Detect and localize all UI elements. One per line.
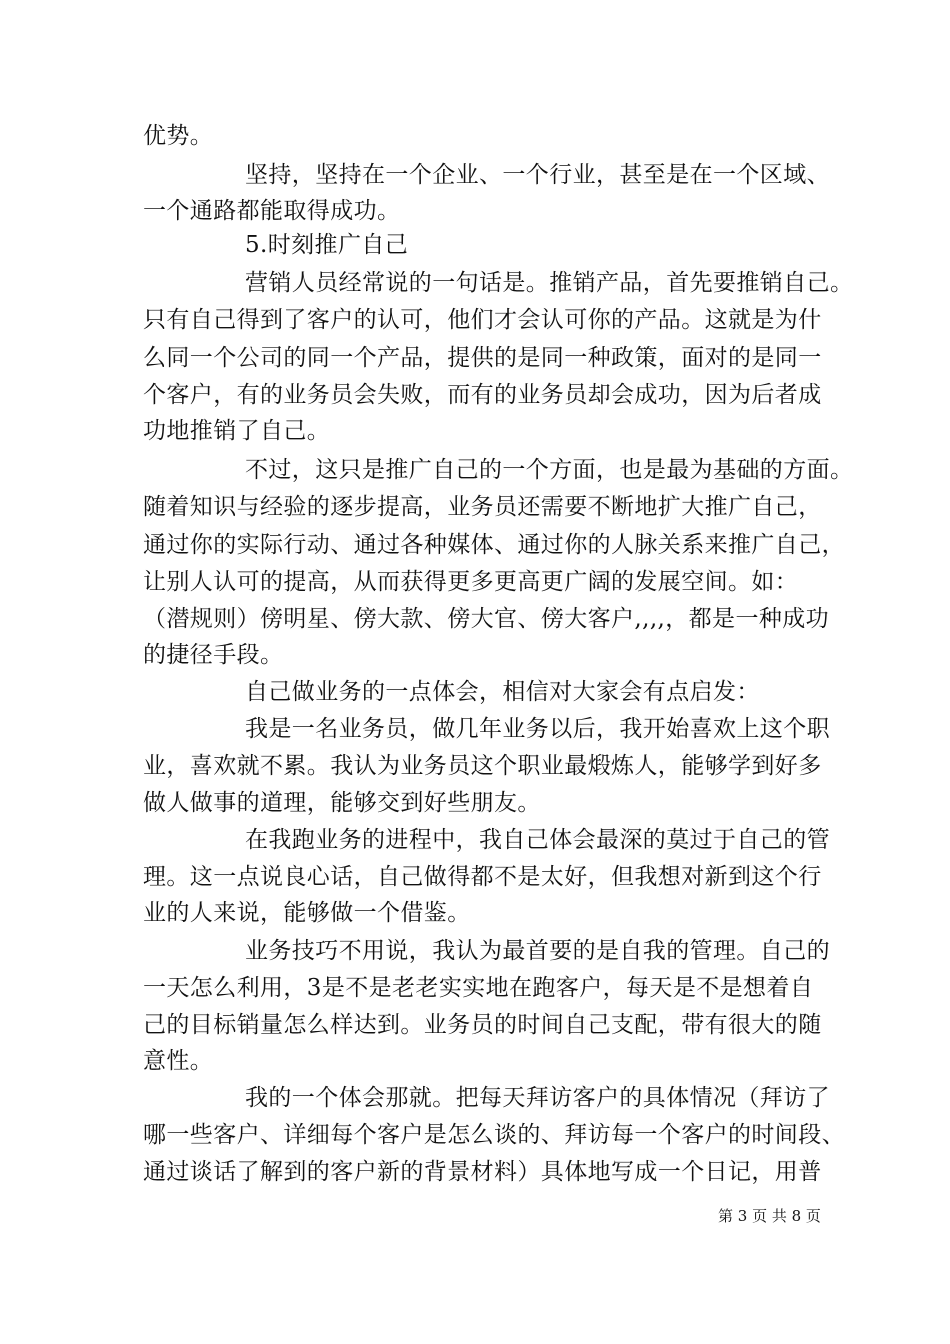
text-line: 在我跑业务的进程中，我自己体会最深的莫过于自己的管 xyxy=(245,827,830,853)
text-line: 不过，这只是推广自己的一个方面，也是最为基础的方面。 xyxy=(245,457,854,483)
text-line: 只有自己得到了客户的认可，他们才会认可你的产品。这就是为什 xyxy=(143,307,822,333)
text-line: 一天怎么利用，3是不是老老实实地在跑客户，每天是不是想着自 xyxy=(143,975,814,1001)
text-line: 我的一个体会那就。把每天拜访客户的具体情况（拜访了 xyxy=(245,1085,830,1111)
text-line: 哪一些客户、详细每个客户是怎么谈的、拜访每一个客户的时间段、 xyxy=(143,1122,845,1148)
text-line: 业务技巧不用说，我认为最首要的是自我的管理。自己的 xyxy=(245,938,830,964)
text-line: 理。这一点说良心话，自己做得都不是太好，但我想对新到这个行 xyxy=(143,864,822,890)
text-line: 坚持，坚持在一个企业、一个行业，甚至是在一个区域、 xyxy=(245,162,830,188)
text-line: 的捷径手段。 xyxy=(143,642,284,668)
text-line: 做人做事的道理，能够交到好些朋友。 xyxy=(143,790,541,816)
text-line: 功地推销了自己。 xyxy=(143,418,331,444)
text-line: 通过谈话了解到的客户新的背景材料）具体地写成一个日记，用普 xyxy=(143,1159,822,1185)
text-line: 么同一个公司的同一个产品，提供的是同一种政策，面对的是同一 xyxy=(143,345,822,371)
text-line: （潜规则）傍明星、傍大款、傍大官、傍大客户,,,,，都是一种成功 xyxy=(143,606,830,632)
text-line: 营销人员经常说的一句话是。推销产品，首先要推销自己。 xyxy=(245,270,854,296)
text-line: 业，喜欢就不累。我认为业务员这个职业最煅炼人，能够学到好多 xyxy=(143,753,822,779)
section-heading: 5.时刻推广自己 xyxy=(245,232,409,258)
text-line: 业的人来说，能够做一个借鉴。 xyxy=(143,900,471,926)
page-number: 第 3 页 共 8 页 xyxy=(718,1207,821,1225)
text-line: 让别人认可的提高，从而获得更多更高更广阔的发展空间。如： xyxy=(143,569,799,595)
text-line: 随着知识与经验的逐步提高，业务员还需要不断地扩大推广自己， xyxy=(143,494,822,520)
text-line: 优势。 xyxy=(143,123,214,149)
text-line: 个客户，有的业务员会失败，而有的业务员却会成功，因为后者成 xyxy=(143,382,822,408)
text-line: 自己做业务的一点体会，相信对大家会有点启发： xyxy=(245,679,760,705)
text-line: 我是一名业务员，做几年业务以后，我开始喜欢上这个职 xyxy=(245,716,830,742)
text-line: 一个通路都能取得成功。 xyxy=(143,198,401,224)
text-line: 通过你的实际行动、通过各种媒体、通过你的人脉关系来推广自己， xyxy=(143,532,845,558)
text-line: 己的目标销量怎么样达到。业务员的时间自己支配，带有很大的随 xyxy=(143,1012,822,1038)
text-line: 意性。 xyxy=(143,1048,214,1074)
